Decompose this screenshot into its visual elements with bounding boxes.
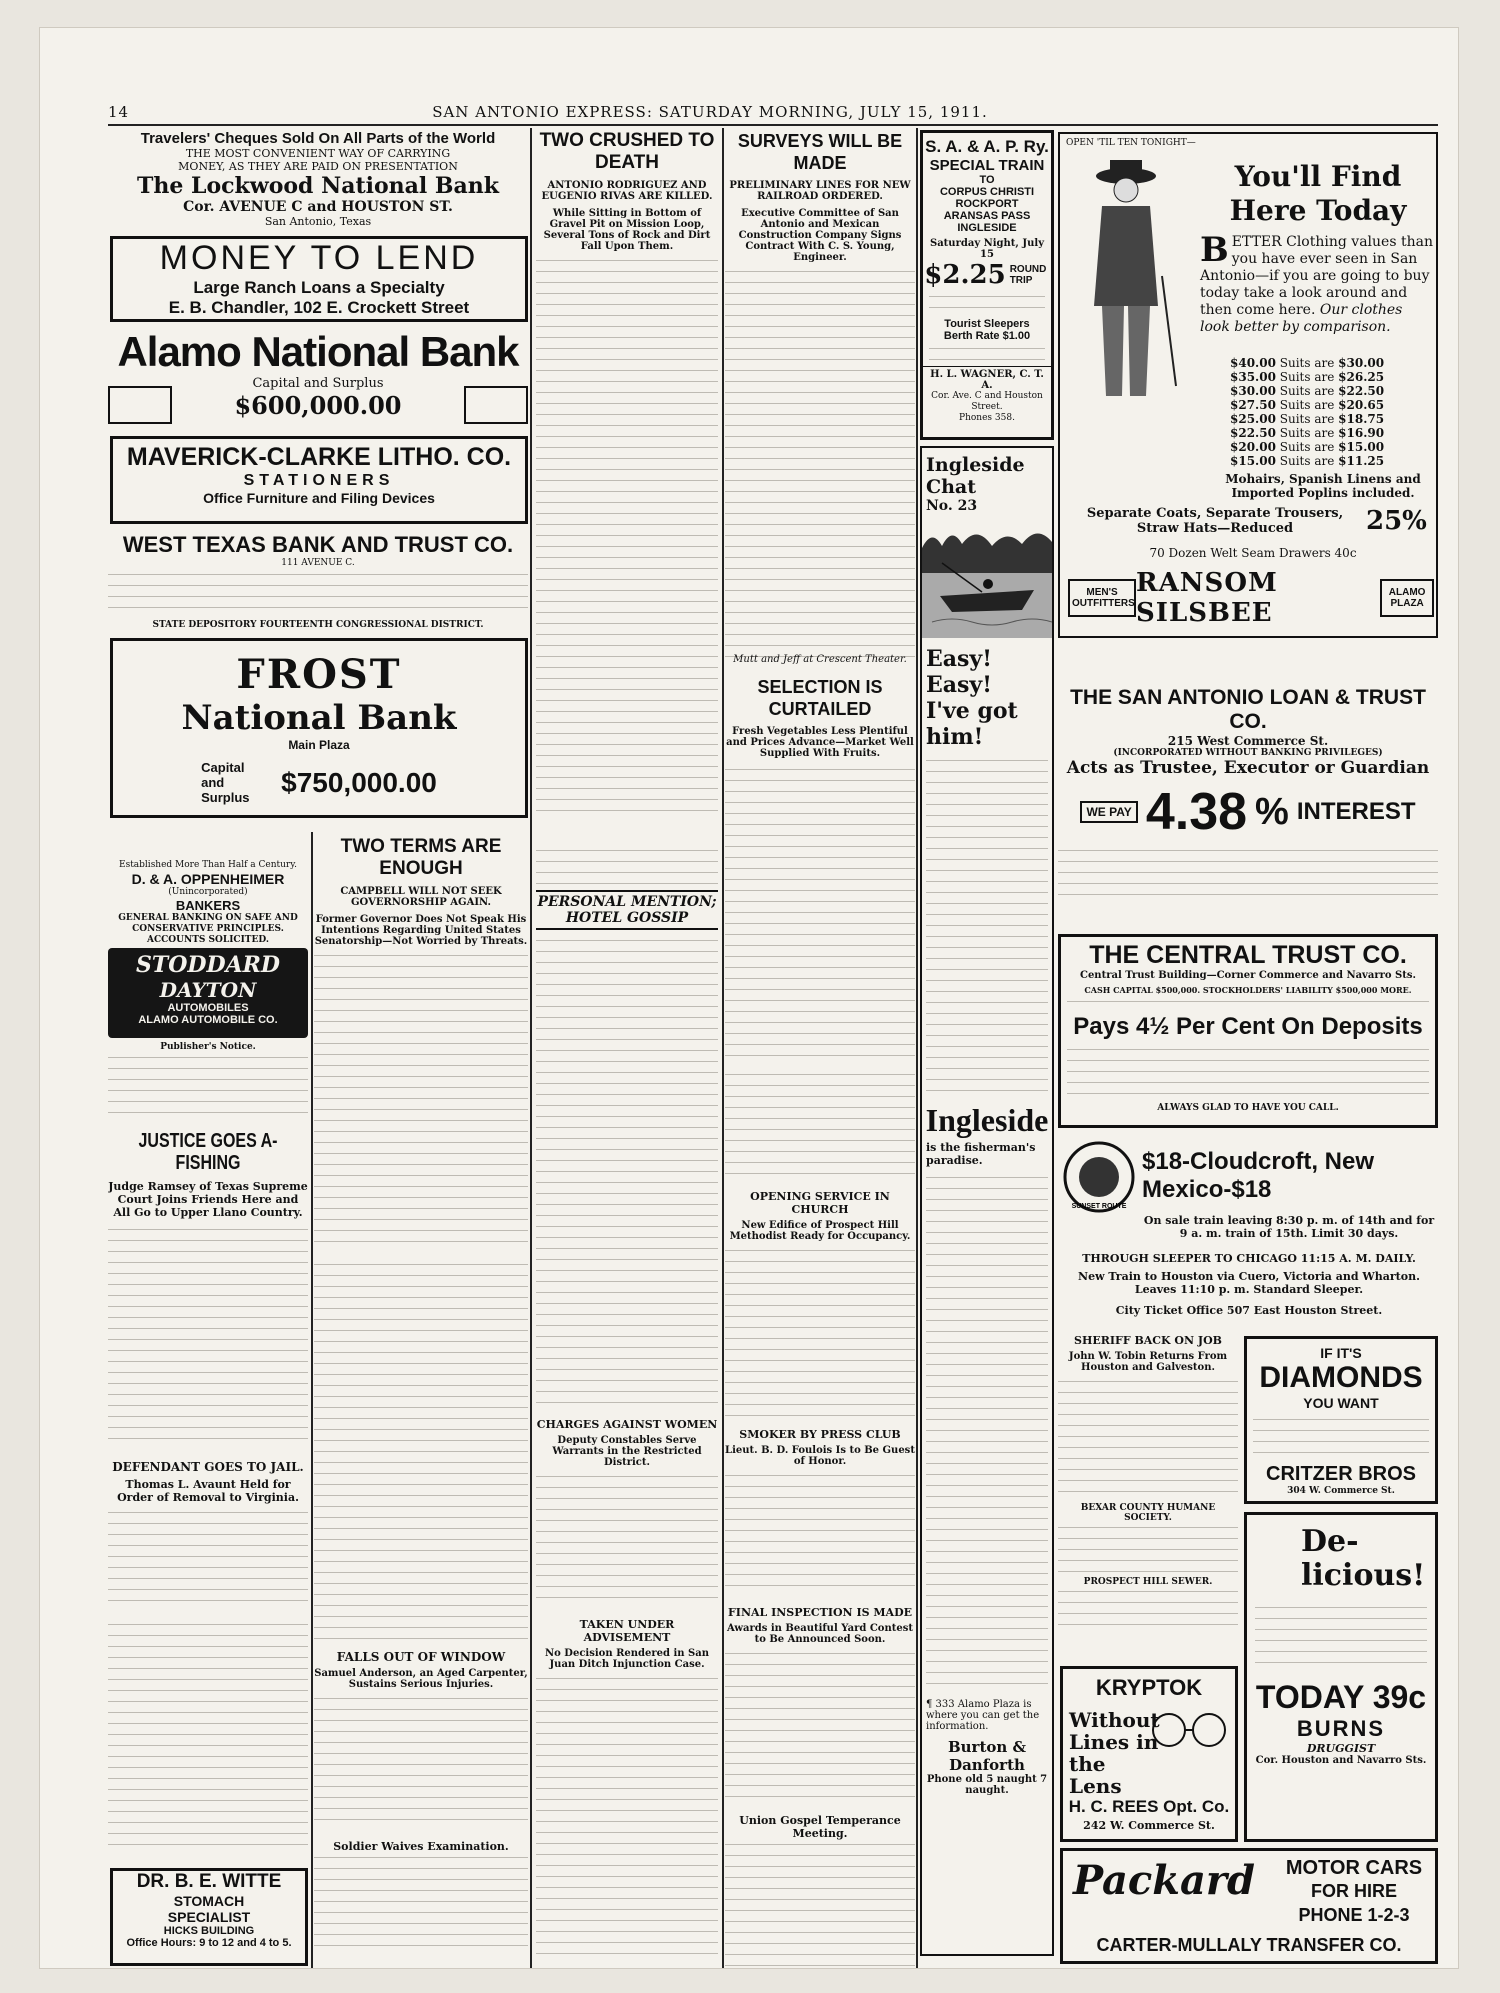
diamonds: DIAMONDS xyxy=(1259,1361,1423,1394)
proposals-text xyxy=(536,846,718,886)
burns: BURNS xyxy=(1296,1716,1386,1741)
wtx-name: WEST TEXAS BANK AND TRUST CO. xyxy=(122,532,514,557)
alamo-box-left xyxy=(108,386,172,424)
easy: Easy! Easy! xyxy=(926,646,992,698)
head xyxy=(1114,178,1138,202)
selection-article xyxy=(725,676,915,1066)
better-italic: Our clothes look better by comparison. xyxy=(1200,302,1403,335)
alamo-plaza-info: ¶ 333 Alamo Plaza is where you can get the information. xyxy=(926,1699,1040,1732)
central-addr: Central Trust Building—Corner Commerce and Navarro Sts. xyxy=(1079,970,1416,981)
suit-row xyxy=(1230,440,1430,454)
badge-inner xyxy=(1079,1157,1119,1197)
suit-to: $20.65 xyxy=(1338,398,1385,412)
lockwood-name: The Lockwood National Bank xyxy=(136,173,500,199)
selection-continued xyxy=(725,1070,915,1180)
central-glad: ALWAYS GLAD TO HAVE YOU CALL. xyxy=(1157,1103,1339,1113)
suit-from: $15.00 xyxy=(1230,454,1276,468)
falls-article xyxy=(314,1650,528,1830)
suit-row xyxy=(1230,398,1430,412)
kryptok-ad xyxy=(1060,1666,1238,1842)
justice-body xyxy=(108,1225,308,1440)
surveys-sub2: Executive Committee of San Antonio and Mexican Construction Company Signs Contract With C. S. Young, Engineer. xyxy=(738,208,902,263)
money-title: MONEY TO LEND xyxy=(159,239,479,277)
chandler-line: E. B. Chandler, 102 E. Crockett Street xyxy=(168,298,470,317)
suit-from: $22.50 xyxy=(1230,426,1276,440)
chat-body-2 xyxy=(926,1173,1048,1693)
surveys-sub1: PRELIMINARY LINES FOR NEW RAILROAD ORDERED. xyxy=(729,180,911,202)
opening-article xyxy=(725,1190,915,1420)
opening-sub: New Edifice of Prospect Hill Methodist Ready for Occupancy. xyxy=(729,1220,911,1242)
suit-from: $35.00 xyxy=(1230,370,1276,384)
crushed-sub2: While Sitting in Bottom of Gravel Pit on Mission Loop, Several Tons of Rock and Dirt Fall Upon Them. xyxy=(543,208,711,252)
suit-to: $15.00 xyxy=(1338,440,1385,454)
advisement-head: TAKEN UNDER ADVISEMENT xyxy=(579,1618,675,1644)
alamo-plaza-box: ALAMO PLAZA xyxy=(1380,579,1434,617)
alamo-name: Alamo National Bank xyxy=(117,328,519,375)
cloud-sub2: THROUGH SLEEPER TO CHICAGO 11:15 A. M. DAILY. xyxy=(1082,1252,1416,1265)
lockwood-ad xyxy=(108,130,528,234)
sheriff-sub: John W. Tobin Returns From Houston and Galveston. xyxy=(1068,1351,1228,1373)
round-trip: ROUND TRIP xyxy=(1009,264,1047,286)
chat-body xyxy=(926,756,1048,1096)
witte-1: DR. B. E. WITTE xyxy=(136,1871,282,1892)
travelers-sub1: THE MOST CONVENIENT WAY OF CARRYING xyxy=(185,147,451,160)
selection-sub: Fresh Vegetables Less Plentiful and Prices Advance—Market Well Supplied With Fruits. xyxy=(726,726,914,759)
suit-to: $30.00 xyxy=(1338,356,1385,370)
frost-bank-ad xyxy=(110,638,528,818)
surveys-body xyxy=(725,267,915,657)
today: TODAY 39c xyxy=(1255,1679,1427,1715)
suit-from: $25.00 xyxy=(1230,412,1276,426)
delicious: De-licious! xyxy=(1301,1524,1426,1593)
carter: CARTER-MULLALY TRANSFER CO. xyxy=(1096,1935,1402,1955)
dest-3: ARANSAS PASS xyxy=(943,210,1031,222)
defendant-body xyxy=(108,1508,308,1608)
column-rule xyxy=(722,128,724,1968)
open-label: OPEN 'TIL TEN TONIGHT— xyxy=(1066,138,1196,148)
stoddard-2: DAYTON xyxy=(159,978,257,1002)
rees-addr: 242 W. Commerce St. xyxy=(1083,1819,1215,1832)
personal-body xyxy=(536,936,718,1410)
soldier-body xyxy=(314,1853,528,1953)
frost-capital: $750,000.00 xyxy=(281,766,437,798)
packard-phone: PHONE 1-2-3 xyxy=(1298,1905,1410,1925)
window-body xyxy=(314,1694,528,1824)
suit-row xyxy=(1230,384,1430,398)
burton-phone: Phone old 5 naught 7 naught. xyxy=(926,1774,1048,1796)
separate: Separate Coats, Separate Trousers, Straw Hats—Reduced xyxy=(1086,506,1344,536)
tourist: Tourist Sleepers xyxy=(944,318,1030,330)
central-title: THE CENTRAL TRUST CO. xyxy=(1089,941,1407,969)
crushed-body xyxy=(536,256,718,816)
burns-ad xyxy=(1244,1512,1438,1842)
maverick-sub2: Office Furniture and Filing Devices xyxy=(203,490,435,506)
hat-crown xyxy=(1110,160,1142,176)
defendant-head: DEFENDANT GOES TO JAIL. xyxy=(112,1460,304,1474)
rate-row xyxy=(1058,784,1438,840)
fishing-boat-illustration xyxy=(922,518,1052,638)
doctors-directory xyxy=(108,1620,308,1860)
opening-body xyxy=(725,1246,915,1420)
personal-head: PERSONAL MENTION; HOTEL GOSSIP xyxy=(536,890,718,930)
justice-article xyxy=(108,1130,308,1440)
maverick-name: MAVERICK-CLARKE LITHO. CO. xyxy=(126,443,512,471)
separate-row xyxy=(1070,506,1436,536)
you-want: YOU WANT xyxy=(1303,1395,1379,1411)
to-label: TO xyxy=(979,174,995,186)
page-number: 14 xyxy=(108,103,130,121)
maverick-ad xyxy=(110,436,528,524)
frost-capital-label: Capital and Surplus xyxy=(201,760,250,805)
publishers-notice xyxy=(108,1042,308,1122)
burns-addr: Cor. Houston and Navarro Sts. xyxy=(1255,1755,1427,1766)
drawers: 70 Dozen Welt Seam Drawers 40c xyxy=(1149,546,1357,560)
central-body xyxy=(1067,997,1429,1011)
stoddard-1: STODDARD xyxy=(135,952,280,978)
stoddard-4: ALAMO AUTOMOBILE CO. xyxy=(138,1014,278,1026)
sheriff-head: SHERIFF BACK ON JOB xyxy=(1074,1334,1222,1347)
surveys-article xyxy=(725,130,915,660)
advisement-body xyxy=(536,1674,718,1964)
berth: Berth Rate $1.00 xyxy=(943,330,1031,342)
personal-mention xyxy=(536,890,718,1410)
chat-no: No. 23 xyxy=(926,498,978,514)
suit-row xyxy=(1230,426,1430,440)
central-officers xyxy=(1067,1045,1429,1099)
selection-body xyxy=(725,765,915,1065)
opp-bankers: BANKERS xyxy=(175,898,241,913)
lockwood-city: San Antonio, Texas xyxy=(264,215,372,228)
saturday-line: Saturday Night, July 15 xyxy=(929,238,1045,260)
wtx-body-text xyxy=(108,570,528,618)
frost-capital-row xyxy=(113,760,525,805)
loan-inc: (INCORPORATED WITHOUT BANKING PRIVILEGES) xyxy=(1113,748,1383,758)
window-head: FALLS OUT OF WINDOW xyxy=(336,1650,506,1664)
dest-4: INGLESIDE xyxy=(957,222,1017,234)
coat xyxy=(1094,206,1158,306)
suit-to: $11.25 xyxy=(1338,454,1385,468)
two-terms-body xyxy=(314,951,528,1251)
charges-sub: Deputy Constables Serve Warrants in the Restricted District. xyxy=(552,1435,702,1468)
sewer-body xyxy=(1058,1587,1238,1627)
witte-ad xyxy=(110,1868,308,1966)
reduced-pct: 25% xyxy=(1366,506,1427,536)
ransom-logo: RANSOM SILSBEE xyxy=(1136,568,1278,628)
final-article xyxy=(725,1606,915,1806)
two-terms-article xyxy=(314,836,528,1256)
sewer-head: PROSPECT HILL SEWER. xyxy=(1083,1577,1213,1587)
man-illustration xyxy=(1066,156,1186,406)
travelers-sub2: MONEY, AS THEY ARE PAID ON PRESENTATION xyxy=(178,160,458,173)
opp-uninc: (Unincorporated) xyxy=(168,887,248,897)
humane-head: BEXAR COUNTY HUMANE SOCIETY. xyxy=(1080,1503,1216,1523)
got-him: I've got him! xyxy=(926,698,1018,750)
better-block xyxy=(1200,230,1436,336)
saap-special-train-ad xyxy=(920,130,1054,440)
justice-sub: Judge Ramsey of Texas Supreme Court Joins Friends Here and All Go to Upper Llano Country. xyxy=(108,1180,308,1219)
suit-to: $16.90 xyxy=(1338,426,1385,440)
alamo-capital: $600,000.00 xyxy=(234,391,402,420)
cloudcroft: $18-Cloudcroft, New Mexico-$18 xyxy=(1142,1148,1375,1203)
loan-addr: 215 West Commerce St. xyxy=(1167,734,1329,748)
suit-to: $22.50 xyxy=(1338,384,1385,398)
rate: 4.38 xyxy=(1145,783,1248,841)
column-rule xyxy=(311,832,313,1968)
humane-body xyxy=(1058,1523,1238,1573)
charges-body xyxy=(536,1472,718,1608)
price-row xyxy=(923,260,1051,290)
chat-title: Ingleside Chat xyxy=(926,454,1025,498)
suit-label: Suits are xyxy=(1279,370,1335,384)
money-to-lend-ad xyxy=(110,236,528,322)
pub-notice-title: Publisher's Notice. xyxy=(160,1042,256,1052)
advisement-sub: No Decision Rendered in San Juan Ditch Injunction Case. xyxy=(545,1648,709,1670)
suits-table xyxy=(1230,356,1430,468)
stoddard-3: AUTOMOBILES xyxy=(167,1002,249,1014)
wtx-addr: 111 AVENUE C. xyxy=(281,558,355,568)
special-train: SPECIAL TRAIN xyxy=(929,157,1045,174)
if-its: IF IT'S xyxy=(1320,1345,1362,1361)
sunset-route-badge xyxy=(1062,1140,1136,1214)
money-sub: Large Ranch Loans a Specialty xyxy=(193,278,445,297)
opp-sub: GENERAL BANKING ON SAFE AND CONSERVATIVE PRINCIPLES. ACCOUNTS SOLICITED. xyxy=(118,913,298,945)
frost-loc: Main Plaza xyxy=(288,738,350,752)
charges-head: CHARGES AGAINST WOMEN xyxy=(536,1418,718,1431)
two-terms-continued xyxy=(314,1260,528,1640)
suit-row xyxy=(1230,412,1430,426)
crushed-head: TWO CRUSHED TO DEATH xyxy=(539,130,715,173)
witte-2: STOMACH xyxy=(173,1893,245,1909)
cloud-sub1: On sale train leaving 8:30 p. m. of 14th and for 9 a. m. train of 15th. Limit 30 days. xyxy=(1143,1214,1435,1240)
mens-outfitters: MEN'S OUTFITTERS xyxy=(1068,579,1136,617)
logo-row xyxy=(1068,566,1434,630)
packard-ad xyxy=(1060,1848,1438,1964)
cane xyxy=(1162,276,1176,386)
train-details xyxy=(929,292,1045,316)
suit-from: $27.50 xyxy=(1230,398,1276,412)
column-rule xyxy=(916,128,918,1968)
justice-head: JUSTICE GOES A-FISHING xyxy=(138,1130,278,1174)
suit-row xyxy=(1230,454,1430,468)
ingleside-big: Ingleside xyxy=(925,1102,1049,1138)
surveys-head: SURVEYS WILL BE MADE xyxy=(737,131,903,173)
opening-head: OPENING SERVICE IN CHURCH xyxy=(750,1190,890,1216)
masthead-rule xyxy=(108,124,1438,126)
diamonds-body xyxy=(1253,1415,1429,1459)
central-trust-ad xyxy=(1058,934,1438,1128)
loan-acts: Acts as Trustee, Executor or Guardian xyxy=(1066,758,1430,778)
soldier-head: Soldier Waives Examination. xyxy=(333,1840,509,1853)
directory-body xyxy=(108,1620,308,1850)
witte-3: SPECIALIST xyxy=(167,1909,251,1925)
final-body xyxy=(725,1649,915,1799)
opp-name: D. & A. OPPENHEIMER xyxy=(131,871,285,887)
agent: H. L. WAGNER, C. T. A. xyxy=(923,366,1051,391)
alamo-bank-ad xyxy=(108,328,528,432)
alamo-box-right xyxy=(464,386,528,424)
union-head: Union Gospel Temperance Meeting. xyxy=(739,1814,901,1840)
advisement-article xyxy=(536,1618,718,1966)
final-sub: Awards in Beautiful Yard Contest to Be Announced Soon. xyxy=(727,1623,913,1645)
suit-to: $18.75 xyxy=(1338,412,1385,426)
paradise: is the fisherman's paradise. xyxy=(926,1141,1036,1167)
suit-label: Suits are xyxy=(1279,384,1335,398)
defendant-sub: Thomas L. Avaunt Held for Order of Removal to Virginia. xyxy=(117,1478,299,1504)
better-text: ETTER Clothing values than you have ever seen in San Antonio—if you are going to buy today take a look around and then come here. xyxy=(1200,234,1433,318)
final-head: FINAL INSPECTION IS MADE xyxy=(727,1606,912,1619)
smoker-sub: Lieut. B. D. Foulois Is to Be Guest of Honor. xyxy=(725,1445,915,1467)
druggist: DRUGGIST xyxy=(1306,1742,1376,1755)
rees: H. C. REES Opt. Co. xyxy=(1068,1797,1230,1816)
diamonds-ad xyxy=(1244,1336,1438,1504)
two-terms-sub2: Former Governor Does Not Speak His Intentions Regarding United States Senatorship—Not Worried by Threats. xyxy=(314,914,528,947)
loan-title: THE SAN ANTONIO LOAN & TRUST CO. xyxy=(1070,686,1426,733)
dest-1: CORPUS CHRISTI xyxy=(939,186,1035,198)
frost-name: FROST xyxy=(236,651,402,698)
column-rule xyxy=(530,128,532,1968)
lens-right xyxy=(1193,1714,1225,1746)
suit-from: $40.00 xyxy=(1230,356,1276,370)
packard: Packard xyxy=(1073,1857,1255,1904)
smoker-article xyxy=(725,1428,915,1598)
suit-label: Suits are xyxy=(1279,356,1335,370)
without-lines: Without Lines in the Lens xyxy=(1069,1708,1160,1798)
two-terms-head: TWO TERMS ARE ENOUGH xyxy=(340,836,502,879)
agent-phone: Phones 358. xyxy=(959,413,1015,423)
critzer: CRITZER BROS xyxy=(1266,1463,1416,1485)
badge-text: SUNSET ROUTE xyxy=(1071,1203,1127,1210)
percent-sign: % xyxy=(1255,790,1289,833)
we-pay: WE PAY xyxy=(1080,801,1137,823)
loan-directors xyxy=(1058,846,1438,902)
critzer-addr: 304 W. Commerce St. xyxy=(1287,1486,1395,1496)
kryptok: KRYPTOK xyxy=(1095,1675,1203,1700)
west-texas-bank-ad xyxy=(108,532,528,628)
agent-addr: Cor. Ave. C and Houston Street. xyxy=(931,391,1043,412)
burns-body xyxy=(1255,1603,1427,1669)
opp-est: Established More Than Half a Century. xyxy=(119,860,297,870)
interest: INTEREST xyxy=(1296,798,1416,825)
suit-from: $30.00 xyxy=(1230,384,1276,398)
youll-find: You'll Find xyxy=(1234,160,1402,193)
mohairs: Mohairs, Spanish Linens and Imported Poplins included. xyxy=(1225,472,1421,500)
ransom-silsbee-ad xyxy=(1058,132,1438,638)
here-today: Here Today xyxy=(1229,194,1407,227)
for-hire: FOR HIRE xyxy=(1310,1881,1397,1901)
suit-row xyxy=(1230,356,1430,370)
crushed-sub1: ANTONIO RODRIGUEZ AND EUGENIO RIVAS ARE KILLED. xyxy=(541,180,713,202)
saap-title: S. A. & A. P. Ry. xyxy=(925,137,1049,156)
smoker-body xyxy=(725,1471,915,1591)
crushed-article xyxy=(536,130,718,840)
stoddard-dayton-ad xyxy=(108,948,308,1038)
central-pays: Pays 4½ Per Cent On Deposits xyxy=(1073,1013,1423,1040)
loan-trust-ad xyxy=(1058,686,1438,932)
suit-label: Suits are xyxy=(1279,412,1335,426)
smoker-head: SMOKER BY PRESS CLUB xyxy=(739,1428,901,1441)
suit-label: Suits are xyxy=(1279,440,1335,454)
burton: Burton & Danforth xyxy=(947,1738,1027,1774)
sheriff-body xyxy=(1058,1377,1238,1497)
fisherman xyxy=(983,579,993,589)
alamo-capital-label: Capital and Surplus xyxy=(252,376,384,391)
cloud-sub3: New Train to Houston via Cuero, Victoria and Wharton. Leaves 11:10 p. m. Standard Sleeper. xyxy=(1078,1270,1420,1296)
suit-label: Suits are xyxy=(1279,426,1335,440)
travelers-title: Travelers' Cheques Sold On All Parts of the World xyxy=(140,130,496,147)
suit-label: Suits are xyxy=(1279,454,1335,468)
maverick-sub: STATIONERS xyxy=(243,472,395,489)
trousers xyxy=(1102,306,1150,396)
suit-row xyxy=(1230,370,1430,384)
lockwood-addr: Cor. AVENUE C and HOUSTON ST. xyxy=(183,199,453,215)
ingleside-chat-ad xyxy=(920,446,1054,1956)
wtx-state: STATE DEPOSITORY FOURTEENTH CONGRESSIONAL DISTRICT. xyxy=(152,620,484,628)
price: $2.25 xyxy=(924,260,1006,290)
dest-2: ROCKPORT xyxy=(955,198,1019,210)
selection-head: SELECTION IS CURTAILED xyxy=(757,677,883,719)
window-sub: Samuel Anderson, an Aged Carpenter, Sustains Serious Injuries. xyxy=(314,1668,528,1690)
central-capital: CASH CAPITAL $500,000. STOCKHOLDERS' LIABILITY $500,000 MORE. xyxy=(1084,985,1412,995)
frost-name2: National Bank xyxy=(181,698,457,738)
train-details-2 xyxy=(929,344,1045,364)
witte-4: HICKS BUILDING xyxy=(163,1925,255,1937)
soldier-article xyxy=(314,1840,528,1966)
drop-cap-b: B xyxy=(1200,230,1229,270)
pub-notice-body xyxy=(108,1053,308,1113)
union-article xyxy=(725,1814,915,1966)
two-terms-sub1: CAMPBELL WILL NOT SEEK GOVERNORSHIP AGAIN. xyxy=(340,886,502,908)
cloud-sub4: City Ticket Office 507 East Houston Street. xyxy=(1115,1304,1383,1317)
motor-cars: MOTOR CARS xyxy=(1285,1857,1423,1879)
defendant-article xyxy=(108,1460,308,1610)
masthead-title: SAN ANTONIO EXPRESS: SATURDAY MORNING, JULY 15, 1911. xyxy=(432,103,988,121)
charges-article xyxy=(536,1418,718,1608)
suit-from: $20.00 xyxy=(1230,440,1276,454)
witte-5: Office Hours: 9 to 12 and 4 to 5. xyxy=(126,1937,292,1949)
suit-to: $26.25 xyxy=(1338,370,1385,384)
suit-label: Suits are xyxy=(1279,398,1335,412)
mutt-jeff: Mutt and Jeff at Crescent Theater. xyxy=(733,654,907,665)
union-body xyxy=(725,1840,915,1966)
sheriff-article xyxy=(1058,1334,1238,1654)
cloudcroft-ad xyxy=(1058,1134,1438,1330)
